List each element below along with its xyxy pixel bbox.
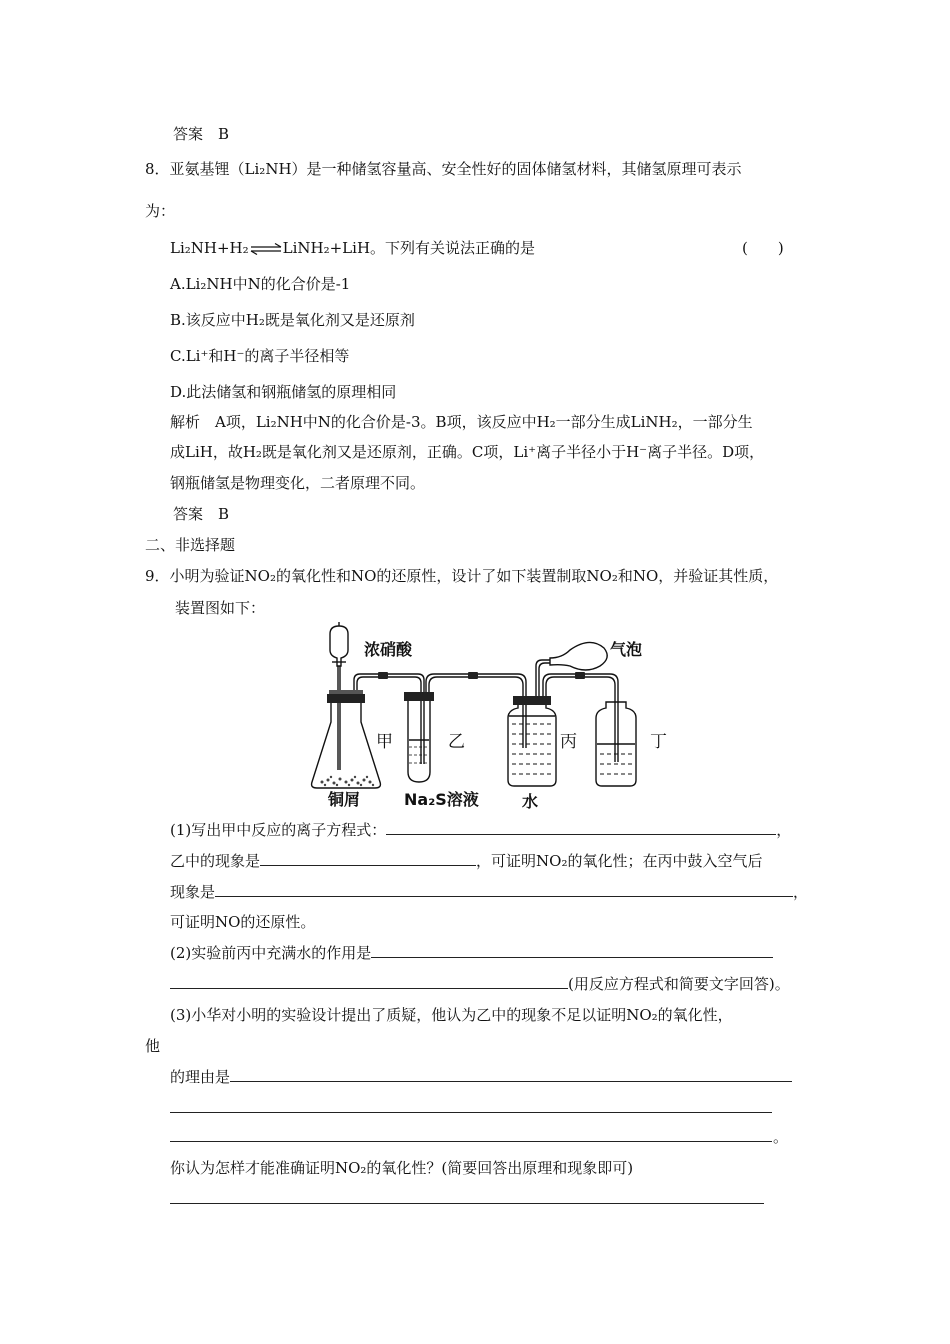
q9-part3-line1: (3)小华对小明的实验设计提出了质疑，他认为乙中的现象不足以证明NO₂的氧化性， xyxy=(170,1006,733,1024)
analysis-line1: 解析 A项，Li₂NH中N的化合价是-3。B项，该反应中H₂一部分生成LiNH₂，一部分生 xyxy=(170,413,753,431)
label-yi: 乙 xyxy=(448,732,465,752)
option-b: B.该反应中H₂既是氧化剂又是还原剂 xyxy=(170,311,415,329)
section-title: 二、非选择题 xyxy=(145,536,236,554)
label-na2s-solution: Na₂S溶液 xyxy=(404,790,479,809)
stopper-bing xyxy=(513,696,551,705)
part1-line2-tail: ，可证明NO₂的氧化性；在丙中鼓入空气后 xyxy=(476,852,763,870)
q9-part1-line4: 可证明NO的还原性。 xyxy=(170,913,316,931)
test-tube-yi xyxy=(408,700,430,782)
equilibrium-arrow-icon xyxy=(250,243,282,255)
q9-stem-line2: 装置图如下： xyxy=(175,599,266,617)
q9-part2-line1 xyxy=(170,943,773,963)
analysis-line3: 钢瓶储氢是物理变化，二者原理不同。 xyxy=(170,474,426,492)
q9-part1-line2 xyxy=(170,851,762,871)
q8-equation xyxy=(170,238,535,258)
reason-blank-1[interactable] xyxy=(230,1067,792,1082)
yi-phenomenon-label: 乙中的现象是 xyxy=(170,852,261,870)
label-jia: 甲 xyxy=(376,732,393,752)
q9-part2-line2 xyxy=(170,974,790,994)
option-a: A.Li₂NH中N的化合价是-1 xyxy=(170,275,351,293)
label-ding: 丁 xyxy=(650,732,667,752)
q8-answer: 答案 B xyxy=(173,505,230,523)
reason-blank-2[interactable] xyxy=(170,1112,772,1113)
q8-stem-line1: 8．亚氨基锂（Li₂NH）是一种储氢容量高、安全性好的固体储氢材料，其储氢原理可表示 xyxy=(145,160,742,178)
label-concentrated-nitric-acid: 浓硝酸 xyxy=(364,640,413,659)
answer-paren: ( ) xyxy=(742,239,784,257)
ionic-equation-blank[interactable] xyxy=(386,820,776,835)
part2-tail: (用反应方程式和简要文字回答)。 xyxy=(568,975,790,993)
q9-part3-line2: 他 xyxy=(145,1037,161,1055)
analysis-line2: 成LiH，故H₂既是氧化剂又是还原剂，正确。C项，Li⁺离子半径小于H⁻离子半径。D项， xyxy=(170,443,765,461)
part1-comma: ， xyxy=(776,821,792,839)
flask-jia xyxy=(312,702,381,788)
part1-prompt: (1)写出甲中反应的离子方程式： xyxy=(170,821,387,839)
part1-line3-comma: ， xyxy=(793,883,809,901)
q9-part1-line1 xyxy=(170,820,791,840)
label-copper-turnings: 铜屑 xyxy=(328,790,361,809)
funnel-bulb xyxy=(330,626,348,666)
bing-phenomenon-label: 现象是 xyxy=(170,883,216,901)
option-c: C.Li⁺和H⁻的离子半径相等 xyxy=(170,347,350,365)
reason-label: 的理由是 xyxy=(170,1068,231,1086)
reason-period: 。 xyxy=(773,1128,789,1146)
q7-answer: 答案 B xyxy=(173,125,230,143)
yi-phenomenon-blank[interactable] xyxy=(260,851,476,866)
air-bulb xyxy=(550,642,607,670)
equation-left: Li₂NH+H₂ xyxy=(170,239,249,257)
bing-phenomenon-blank[interactable] xyxy=(215,882,793,897)
stopper-yi xyxy=(404,692,434,701)
q9-stem-line1: 9．小明为验证NO₂的氧化性和NO的还原性，设计了如下装置制取NO₂和NO，并验证其性质， xyxy=(145,567,779,585)
water-purpose-blank-2[interactable] xyxy=(170,974,568,989)
part2-prompt: (2)实验前丙中充满水的作用是 xyxy=(170,944,372,962)
q9-part4-prompt: 你认为怎样才能准确证明NO₂的氧化性？(简要回答出原理和现象即可) xyxy=(170,1159,634,1177)
label-bing: 丙 xyxy=(560,732,577,752)
label-water: 水 xyxy=(522,792,539,811)
label-bubble: 气泡 xyxy=(610,640,643,659)
option-d: D.此法储氢和钢瓶储氢的原理相同 xyxy=(170,383,397,401)
q9-part1-line3 xyxy=(170,882,808,902)
q8-stem-line2: 为： xyxy=(145,202,176,220)
q9-part3-line3 xyxy=(170,1067,792,1087)
water-purpose-blank-1[interactable] xyxy=(371,943,773,958)
method-blank[interactable] xyxy=(170,1203,764,1204)
copper-turnings xyxy=(321,776,375,786)
stopper-jia xyxy=(327,694,365,703)
equation-right: LiNH₂+LiH。下列有关说法正确的是 xyxy=(282,239,536,257)
reason-blank-3[interactable] xyxy=(170,1141,772,1142)
